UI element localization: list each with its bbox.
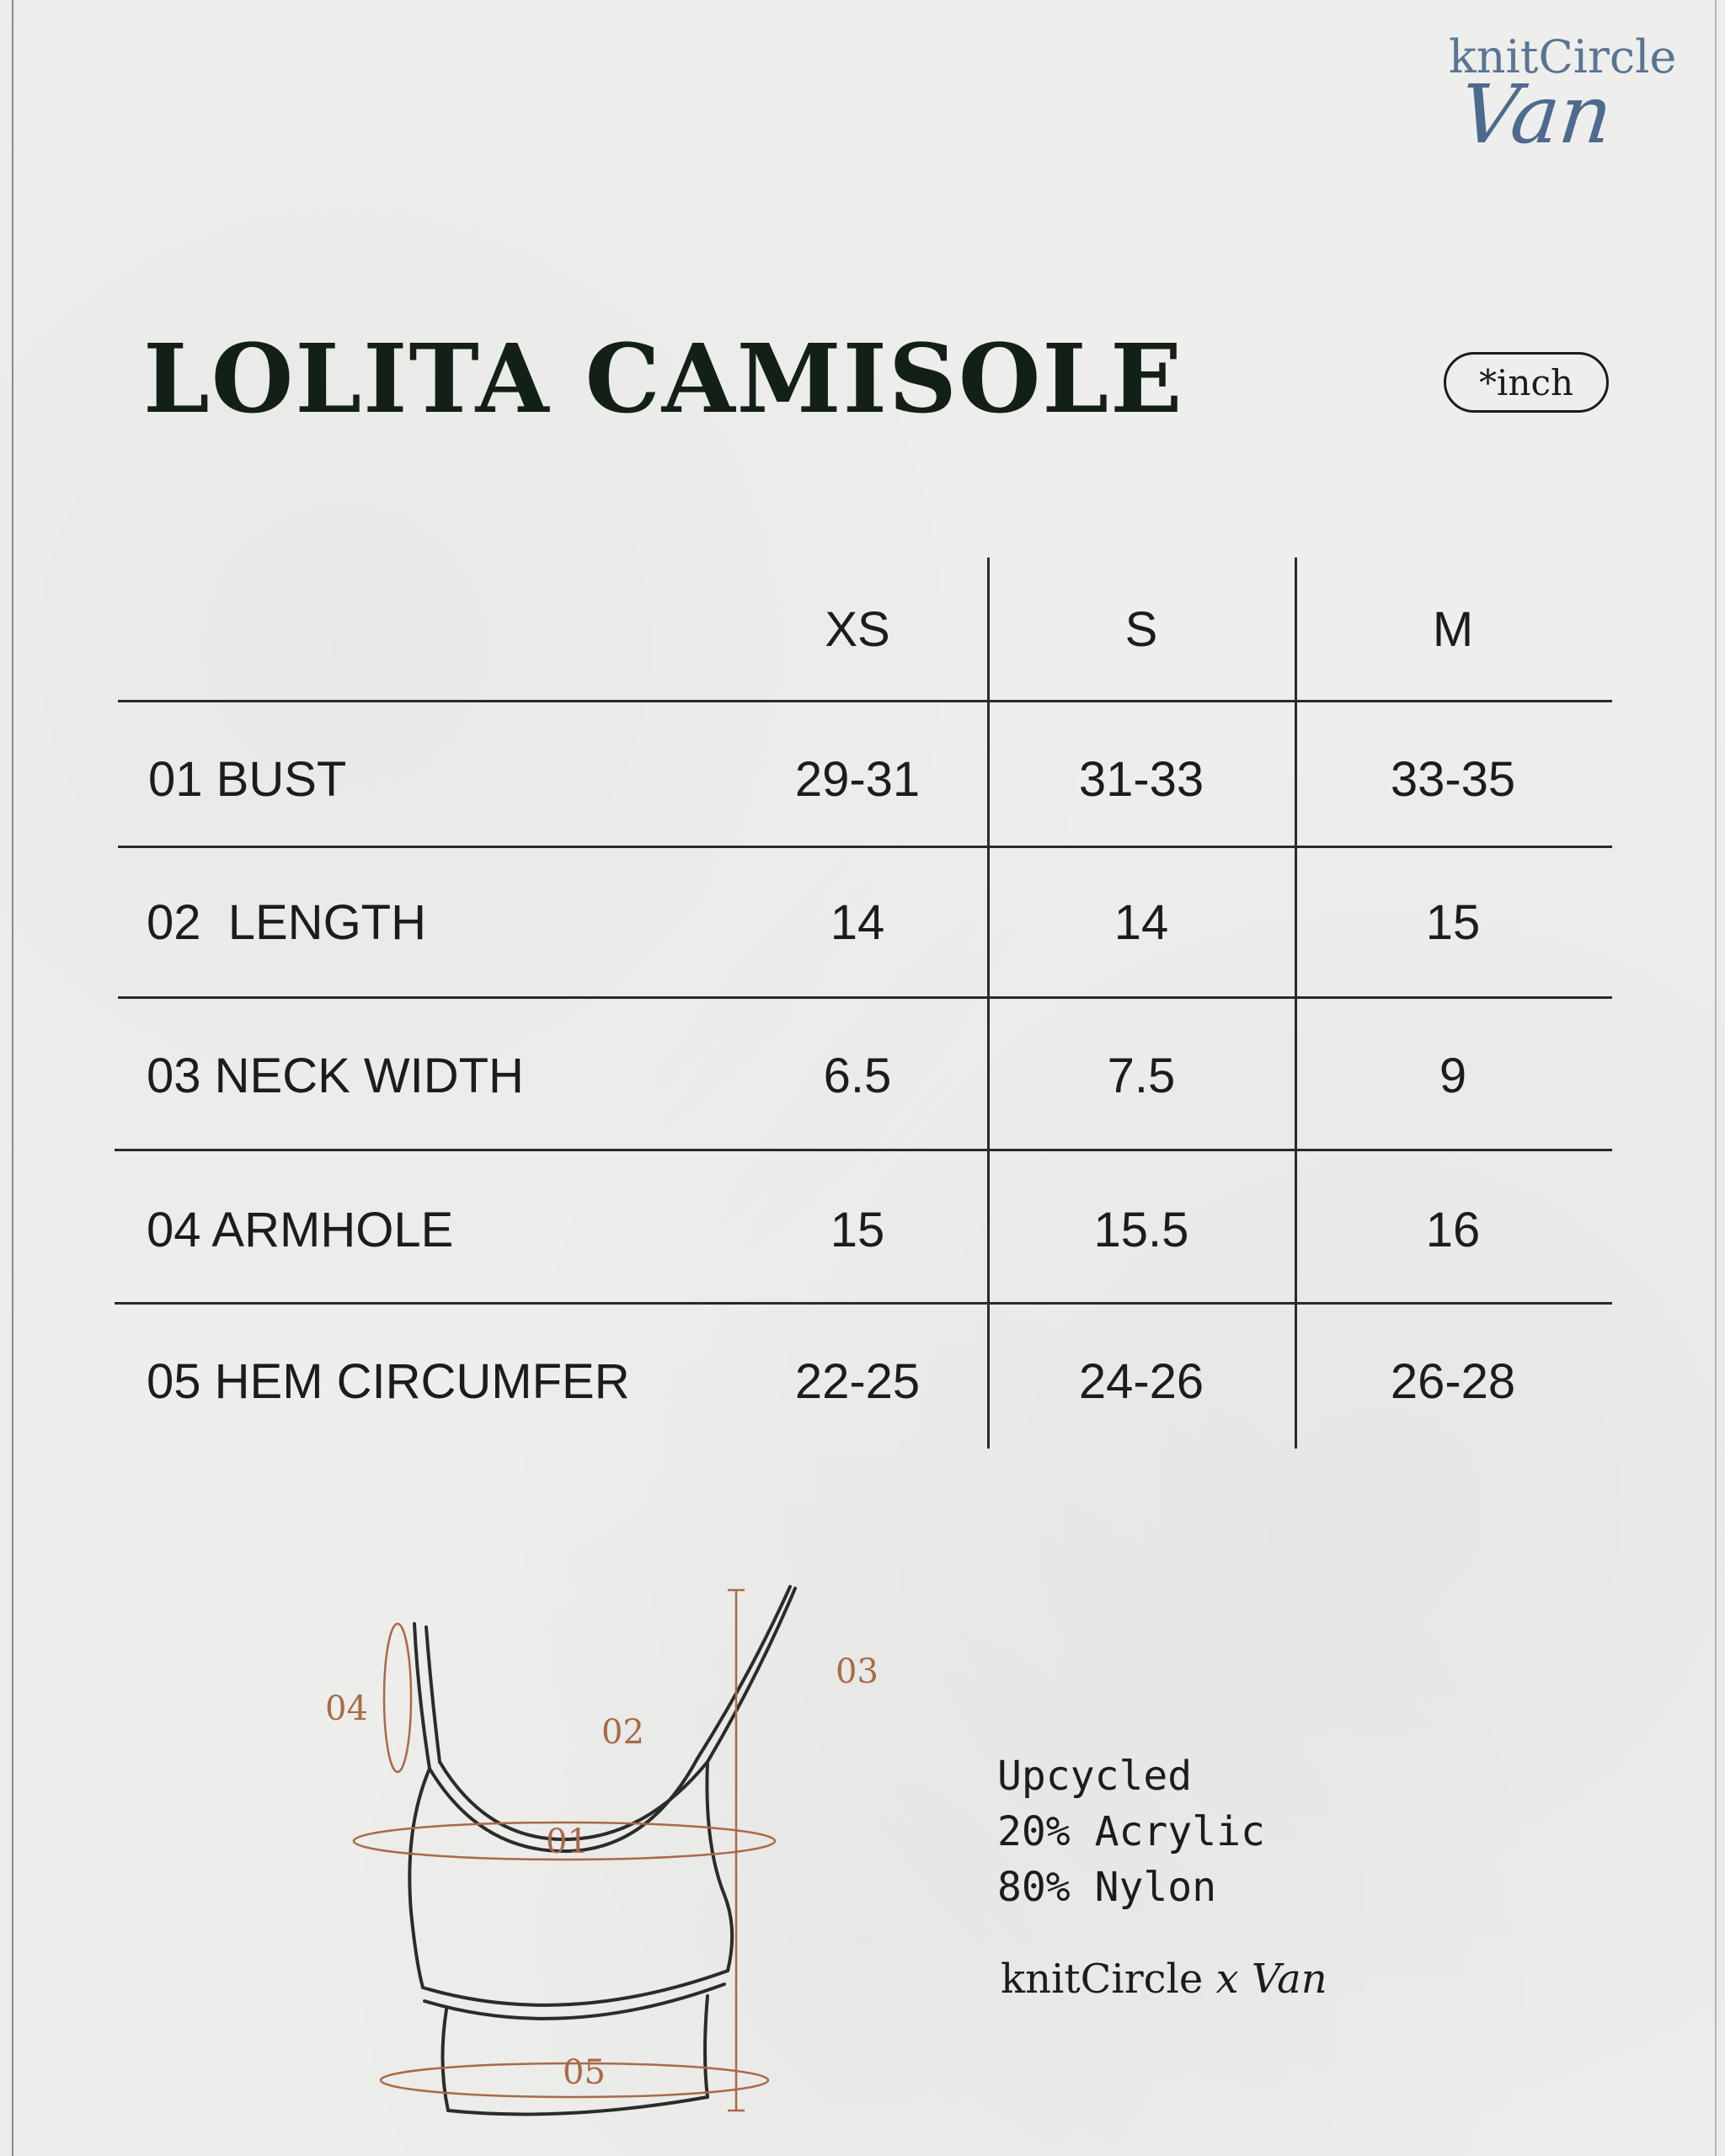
right-strap-inner [708,1588,795,1762]
table-cell: 15 [830,1202,885,1257]
table-cell: 24-26 [1078,1353,1204,1409]
collab-x: x [1215,1956,1239,2003]
row-label-neck-width: 03 NECK WIDTH [147,1048,524,1103]
table-cell: 26-28 [1390,1353,1516,1409]
label-04: 04 [325,1689,368,1728]
table-row-divider [118,846,1612,848]
table-cell: 31-33 [1078,751,1204,807]
collab-brand-2: Van [1251,1956,1327,2003]
table-cell: 6.5 [823,1048,892,1103]
table-row-divider [115,1149,1612,1151]
material-line: 80% Nylon [997,1864,1217,1911]
band-right-side [705,1996,708,2097]
table-column-divider [987,558,990,1449]
row-label-hem-circumference: 05 HEM CIRCUMFER [147,1353,630,1409]
label-03: 03 [836,1652,879,1691]
table-cell: 15 [1425,894,1481,950]
table-cell: 33-35 [1390,751,1516,807]
material-line: 20% Acrylic [997,1808,1265,1855]
label-05: 05 [563,2053,606,2092]
band-bottom [448,2097,708,2114]
logo-wordmark: knitCircle [1449,30,1677,83]
row-label-bust: 01 BUST [148,751,347,807]
label-01: 01 [546,1822,589,1861]
column-header-xs: XS [825,601,890,657]
table-cell: 7.5 [1107,1048,1176,1103]
table-cell: 16 [1425,1202,1481,1257]
page-title: LOLITA CAMISOLE [143,324,1184,435]
unit-badge: *inch [1444,352,1609,413]
underband-bottom [425,1984,724,2019]
left-strap-inner [426,1627,440,1762]
armhole-measure-ellipse [384,1624,411,1772]
body-right-side [707,1762,732,1971]
table-row-divider [115,1302,1612,1305]
label-02: 02 [601,1713,644,1752]
logo-script: Van [1455,67,1617,162]
table-cell: 9 [1439,1048,1467,1103]
row-label-length: 02 LENGTH [147,894,426,950]
material-line: Upcycled [997,1753,1193,1800]
table-cell: 14 [830,894,885,950]
table-row-divider [118,700,1612,702]
table-cell: 22-25 [794,1353,921,1409]
collaboration-credit [1001,1956,1327,2003]
collab-brand-1: knitCircle [1001,1956,1204,2003]
material-composition [997,1748,1265,1915]
table-cell: 15.5 [1093,1202,1189,1257]
right-strap [697,1587,790,1758]
band-left-side [442,2009,448,2111]
body-left-side [409,1769,430,1988]
table-row-divider [118,996,1612,999]
underband-top [423,1971,728,2005]
table-cell: 14 [1114,894,1169,950]
column-header-m: M [1432,601,1474,657]
table-column-divider [1295,558,1297,1449]
row-label-armhole: 04 ARMHOLE [147,1202,454,1257]
camisole-sketch [312,1575,901,2131]
table-cell: 29-31 [794,751,921,807]
camisole-measurement-diagram [312,1575,901,2131]
column-header-s: S [1124,601,1158,657]
